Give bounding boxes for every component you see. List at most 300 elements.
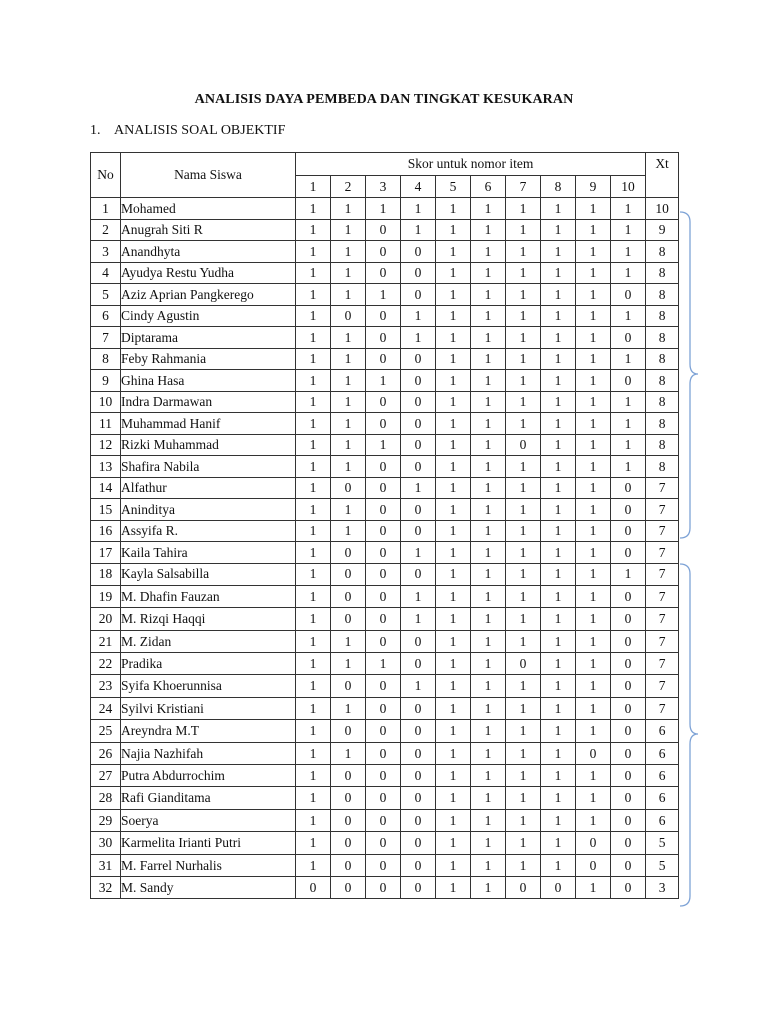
total-score: 8: [646, 262, 679, 284]
score-cell: 1: [541, 608, 576, 630]
table-row: [91, 348, 679, 370]
score-cell: 0: [611, 585, 646, 607]
score-cell: 1: [471, 720, 506, 742]
header-item-8: 8: [541, 176, 576, 198]
score-cell: 1: [576, 520, 611, 542]
score-cell: 0: [506, 876, 541, 898]
score-cell: 1: [436, 241, 471, 263]
score-cell: 0: [401, 563, 436, 585]
student-name: Aziz Aprian Pangkerego: [121, 284, 296, 306]
score-cell: 1: [541, 434, 576, 456]
score-cell: 1: [611, 563, 646, 585]
score-cell: 0: [366, 413, 401, 435]
score-cell: 1: [331, 348, 366, 370]
score-cell: 1: [541, 742, 576, 764]
student-name: M. Zidan: [121, 630, 296, 652]
score-cell: 1: [506, 198, 541, 220]
score-cell: 1: [541, 809, 576, 831]
score-cell: 0: [401, 765, 436, 787]
score-cell: 0: [611, 327, 646, 349]
header-no: No: [91, 153, 121, 198]
score-cell: 1: [541, 241, 576, 263]
score-cell: 1: [296, 284, 331, 306]
table-row: [91, 198, 679, 220]
score-cell: 1: [436, 284, 471, 306]
total-score: 8: [646, 370, 679, 392]
total-score: 5: [646, 832, 679, 854]
score-cell: 1: [331, 327, 366, 349]
score-cell: 1: [506, 241, 541, 263]
score-cell: 0: [611, 787, 646, 809]
row-number: 21: [91, 630, 121, 652]
score-cell: 1: [576, 653, 611, 675]
score-cell: 1: [541, 653, 576, 675]
score-cell: 1: [366, 284, 401, 306]
score-cell: 1: [576, 675, 611, 697]
table-row: [91, 675, 679, 697]
group-braces: [670, 200, 700, 910]
score-cell: 1: [576, 585, 611, 607]
total-score: 7: [646, 608, 679, 630]
lower-group-brace: [680, 564, 698, 906]
score-cell: 0: [331, 585, 366, 607]
score-cell: 0: [366, 585, 401, 607]
score-cell: 1: [576, 787, 611, 809]
row-number: 7: [91, 327, 121, 349]
total-score: 7: [646, 477, 679, 499]
table-row: [91, 219, 679, 241]
header-item-9: 9: [576, 176, 611, 198]
score-cell: 1: [611, 241, 646, 263]
score-cell: 1: [436, 630, 471, 652]
score-cell: 1: [506, 630, 541, 652]
score-cell: 1: [541, 675, 576, 697]
row-number: 1: [91, 198, 121, 220]
score-cell: 1: [436, 765, 471, 787]
score-cell: 1: [436, 832, 471, 854]
table-row: [91, 499, 679, 521]
header-item-7: 7: [506, 176, 541, 198]
row-number: 16: [91, 520, 121, 542]
row-number: 27: [91, 765, 121, 787]
score-cell: 1: [506, 563, 541, 585]
score-cell: 1: [541, 456, 576, 478]
student-name: Feby Rahmania: [121, 348, 296, 370]
score-cell: 1: [436, 585, 471, 607]
score-cell: 0: [331, 563, 366, 585]
score-cell: 1: [436, 608, 471, 630]
score-cell: 1: [541, 720, 576, 742]
score-cell: 1: [576, 370, 611, 392]
score-cell: 1: [296, 630, 331, 652]
score-cell: 0: [366, 854, 401, 876]
score-cell: 0: [366, 327, 401, 349]
score-cell: 1: [296, 742, 331, 764]
score-cell: 0: [401, 391, 436, 413]
score-cell: 1: [331, 520, 366, 542]
score-cell: 1: [576, 391, 611, 413]
score-cell: 1: [471, 262, 506, 284]
score-cell: 1: [576, 542, 611, 564]
score-cell: 0: [401, 413, 436, 435]
total-score: 8: [646, 434, 679, 456]
score-cell: 1: [506, 832, 541, 854]
row-number: 6: [91, 305, 121, 327]
score-cell: 1: [296, 653, 331, 675]
score-cell: 1: [436, 520, 471, 542]
score-cell: 1: [506, 697, 541, 719]
score-cell: 1: [541, 413, 576, 435]
row-number: 10: [91, 391, 121, 413]
row-number: 18: [91, 563, 121, 585]
score-cell: 1: [506, 854, 541, 876]
score-cell: 0: [611, 765, 646, 787]
table-row: [91, 413, 679, 435]
student-name: Indra Darmawan: [121, 391, 296, 413]
score-cell: 1: [436, 305, 471, 327]
score-cell: 0: [401, 876, 436, 898]
total-score: 8: [646, 391, 679, 413]
score-cell: 1: [471, 585, 506, 607]
score-cell: 1: [296, 434, 331, 456]
score-cell: 1: [541, 348, 576, 370]
score-cell: 1: [471, 742, 506, 764]
header-item-10: 10: [611, 176, 646, 198]
score-cell: 1: [296, 241, 331, 263]
score-cell: 0: [611, 854, 646, 876]
score-cell: 1: [506, 219, 541, 241]
score-cell: 1: [296, 370, 331, 392]
total-score: 5: [646, 854, 679, 876]
row-number: 11: [91, 413, 121, 435]
score-cell: 1: [576, 720, 611, 742]
total-score: 10: [646, 198, 679, 220]
table-row: [91, 563, 679, 585]
score-cell: 1: [366, 434, 401, 456]
score-cell: 1: [471, 832, 506, 854]
score-cell: 1: [611, 391, 646, 413]
student-name: Karmelita Irianti Putri: [121, 832, 296, 854]
score-cell: 1: [296, 456, 331, 478]
score-cell: 0: [331, 305, 366, 327]
score-cell: 0: [366, 219, 401, 241]
score-cell: 1: [541, 697, 576, 719]
score-cell: 1: [541, 370, 576, 392]
score-cell: 1: [296, 262, 331, 284]
total-score: 6: [646, 720, 679, 742]
section-number: 1.: [90, 123, 101, 138]
section-label: ANALISIS SOAL OBJEKTIF: [114, 123, 286, 138]
score-cell: 1: [401, 675, 436, 697]
score-cell: 1: [436, 809, 471, 831]
score-cell: 0: [401, 832, 436, 854]
score-cell: 0: [401, 499, 436, 521]
score-cell: 1: [296, 477, 331, 499]
score-cell: 0: [611, 832, 646, 854]
score-cell: 0: [366, 456, 401, 478]
score-cell: 1: [576, 876, 611, 898]
total-score: 8: [646, 327, 679, 349]
score-cell: 0: [401, 262, 436, 284]
score-cell: 1: [471, 787, 506, 809]
score-cell: 0: [611, 608, 646, 630]
score-cell: 0: [401, 787, 436, 809]
score-cell: 1: [296, 327, 331, 349]
score-cell: 1: [541, 391, 576, 413]
score-cell: 1: [436, 854, 471, 876]
table-row: [91, 262, 679, 284]
score-cell: 0: [296, 876, 331, 898]
score-cell: 1: [331, 391, 366, 413]
student-name: Muhammad Hanif: [121, 413, 296, 435]
score-cell: 0: [401, 653, 436, 675]
total-score: 3: [646, 876, 679, 898]
score-cell: 1: [576, 348, 611, 370]
table-row: [91, 456, 679, 478]
row-number: 20: [91, 608, 121, 630]
score-cell: 1: [471, 434, 506, 456]
score-cell: 1: [506, 608, 541, 630]
score-cell: 1: [296, 608, 331, 630]
score-cell: 1: [436, 370, 471, 392]
header-item-2: 2: [331, 176, 366, 198]
score-cell: 0: [331, 477, 366, 499]
score-cell: 1: [296, 499, 331, 521]
row-number: 13: [91, 456, 121, 478]
score-cell: 0: [331, 608, 366, 630]
score-cell: 1: [296, 854, 331, 876]
score-cell: 0: [331, 542, 366, 564]
score-cell: 1: [296, 198, 331, 220]
score-cell: 0: [611, 697, 646, 719]
score-cell: 0: [366, 608, 401, 630]
score-cell: 1: [506, 542, 541, 564]
score-cell: 0: [331, 832, 366, 854]
score-cell: 1: [576, 697, 611, 719]
score-cell: 1: [541, 585, 576, 607]
total-score: 8: [646, 413, 679, 435]
score-cell: 1: [401, 219, 436, 241]
score-cell: 1: [541, 563, 576, 585]
table-row: [91, 327, 679, 349]
student-name: Aninditya: [121, 499, 296, 521]
score-cell: 0: [366, 348, 401, 370]
score-cell: 1: [436, 542, 471, 564]
score-cell: 1: [471, 675, 506, 697]
score-cell: 1: [506, 284, 541, 306]
score-cell: 1: [296, 765, 331, 787]
score-cell: 0: [401, 854, 436, 876]
student-name: Mohamed: [121, 198, 296, 220]
score-cell: 1: [541, 305, 576, 327]
total-score: 6: [646, 809, 679, 831]
score-cell: 0: [366, 832, 401, 854]
total-score: 8: [646, 456, 679, 478]
table-row: [91, 608, 679, 630]
score-cell: 1: [611, 262, 646, 284]
score-cell: 0: [401, 720, 436, 742]
score-cell: 1: [506, 327, 541, 349]
score-cell: 1: [401, 305, 436, 327]
score-cell: 0: [366, 391, 401, 413]
score-cell: 1: [471, 241, 506, 263]
student-name: Kaila Tahira: [121, 542, 296, 564]
score-cell: 1: [296, 413, 331, 435]
score-cell: 1: [541, 542, 576, 564]
score-cell: 0: [366, 262, 401, 284]
score-cell: 1: [541, 520, 576, 542]
table-row: [91, 391, 679, 413]
score-cell: 1: [296, 787, 331, 809]
score-cell: 1: [436, 720, 471, 742]
score-cell: 1: [331, 241, 366, 263]
score-cell: 1: [471, 370, 506, 392]
score-cell: 0: [366, 477, 401, 499]
total-score: 7: [646, 697, 679, 719]
student-name: Anandhyta: [121, 241, 296, 263]
score-cell: 1: [576, 765, 611, 787]
score-cell: 0: [331, 854, 366, 876]
score-cell: 1: [576, 327, 611, 349]
score-cell: 1: [471, 876, 506, 898]
row-number: 32: [91, 876, 121, 898]
row-number: 30: [91, 832, 121, 854]
score-cell: 1: [436, 787, 471, 809]
header-item-6: 6: [471, 176, 506, 198]
score-cell: 1: [611, 348, 646, 370]
score-cell: 1: [471, 348, 506, 370]
total-score: 7: [646, 542, 679, 564]
score-cell: 1: [471, 765, 506, 787]
score-cell: 1: [506, 413, 541, 435]
student-name: Alfathur: [121, 477, 296, 499]
student-name: Diptarama: [121, 327, 296, 349]
score-cell: 0: [366, 876, 401, 898]
student-name: Assyifa R.: [121, 520, 296, 542]
score-cell: 1: [436, 327, 471, 349]
score-cell: 1: [331, 434, 366, 456]
score-cell: 1: [506, 391, 541, 413]
score-cell: 0: [366, 305, 401, 327]
score-cell: 0: [611, 477, 646, 499]
score-cell: 1: [436, 219, 471, 241]
score-cell: 1: [296, 585, 331, 607]
score-cell: 0: [611, 499, 646, 521]
score-cell: 1: [436, 876, 471, 898]
score-cell: 1: [576, 284, 611, 306]
score-cell: 1: [331, 499, 366, 521]
total-score: 7: [646, 520, 679, 542]
row-number: 25: [91, 720, 121, 742]
score-cell: 0: [576, 832, 611, 854]
score-cell: 0: [366, 742, 401, 764]
row-number: 14: [91, 477, 121, 499]
header-item-1: 1: [296, 176, 331, 198]
score-cell: 1: [436, 675, 471, 697]
score-cell: 0: [576, 854, 611, 876]
score-cell: 0: [611, 653, 646, 675]
score-cell: 1: [331, 413, 366, 435]
score-cell: 0: [331, 765, 366, 787]
score-cell: 1: [296, 391, 331, 413]
header-xt: Xt: [646, 153, 679, 198]
table-row: [91, 720, 679, 742]
score-cell: 1: [541, 630, 576, 652]
table-row: [91, 742, 679, 764]
score-cell: 0: [366, 675, 401, 697]
score-cell: 1: [576, 499, 611, 521]
score-cell: 1: [471, 391, 506, 413]
row-number: 23: [91, 675, 121, 697]
score-cell: 1: [576, 241, 611, 263]
score-cell: 1: [366, 653, 401, 675]
score-cell: 1: [401, 198, 436, 220]
score-cell: 1: [541, 854, 576, 876]
score-cell: 1: [506, 370, 541, 392]
score-cell: 1: [401, 477, 436, 499]
row-number: 9: [91, 370, 121, 392]
score-cell: 0: [576, 742, 611, 764]
table-row: [91, 697, 679, 719]
score-cell: 1: [401, 585, 436, 607]
score-cell: 1: [296, 520, 331, 542]
score-cell: 1: [506, 305, 541, 327]
score-cell: 1: [436, 499, 471, 521]
header-item-5: 5: [436, 176, 471, 198]
score-cell: 0: [366, 520, 401, 542]
score-cell: 1: [331, 697, 366, 719]
score-cell: 1: [541, 832, 576, 854]
score-cell: 1: [436, 742, 471, 764]
student-name: M. Rizqi Haqqi: [121, 608, 296, 630]
table-row: [91, 370, 679, 392]
score-cell: 1: [506, 262, 541, 284]
student-name: Rafi Gianditama: [121, 787, 296, 809]
score-cell: 0: [366, 542, 401, 564]
score-cell: 1: [436, 477, 471, 499]
score-cell: 1: [436, 262, 471, 284]
score-cell: 1: [471, 608, 506, 630]
score-cell: 0: [366, 563, 401, 585]
score-cell: 1: [541, 198, 576, 220]
score-cell: 1: [506, 585, 541, 607]
score-cell: 1: [331, 742, 366, 764]
table-row: [91, 542, 679, 564]
score-cell: 1: [331, 219, 366, 241]
table-row: [91, 520, 679, 542]
table-row: [91, 305, 679, 327]
score-cell: 0: [401, 697, 436, 719]
row-number: 29: [91, 809, 121, 831]
score-cell: 1: [471, 413, 506, 435]
total-score: 8: [646, 241, 679, 263]
score-cell: 0: [366, 499, 401, 521]
row-number: 28: [91, 787, 121, 809]
student-name: Areyndra M.T: [121, 720, 296, 742]
row-number: 22: [91, 653, 121, 675]
score-cell: 1: [611, 305, 646, 327]
score-cell: 1: [541, 219, 576, 241]
total-score: 7: [646, 585, 679, 607]
score-cell: 1: [471, 542, 506, 564]
header-name: Nama Siswa: [121, 153, 296, 198]
score-cell: 1: [471, 809, 506, 831]
score-cell: 1: [471, 854, 506, 876]
student-name: Ayudya Restu Yudha: [121, 262, 296, 284]
score-cell: 1: [296, 832, 331, 854]
score-cell: 0: [401, 370, 436, 392]
table-row: [91, 434, 679, 456]
